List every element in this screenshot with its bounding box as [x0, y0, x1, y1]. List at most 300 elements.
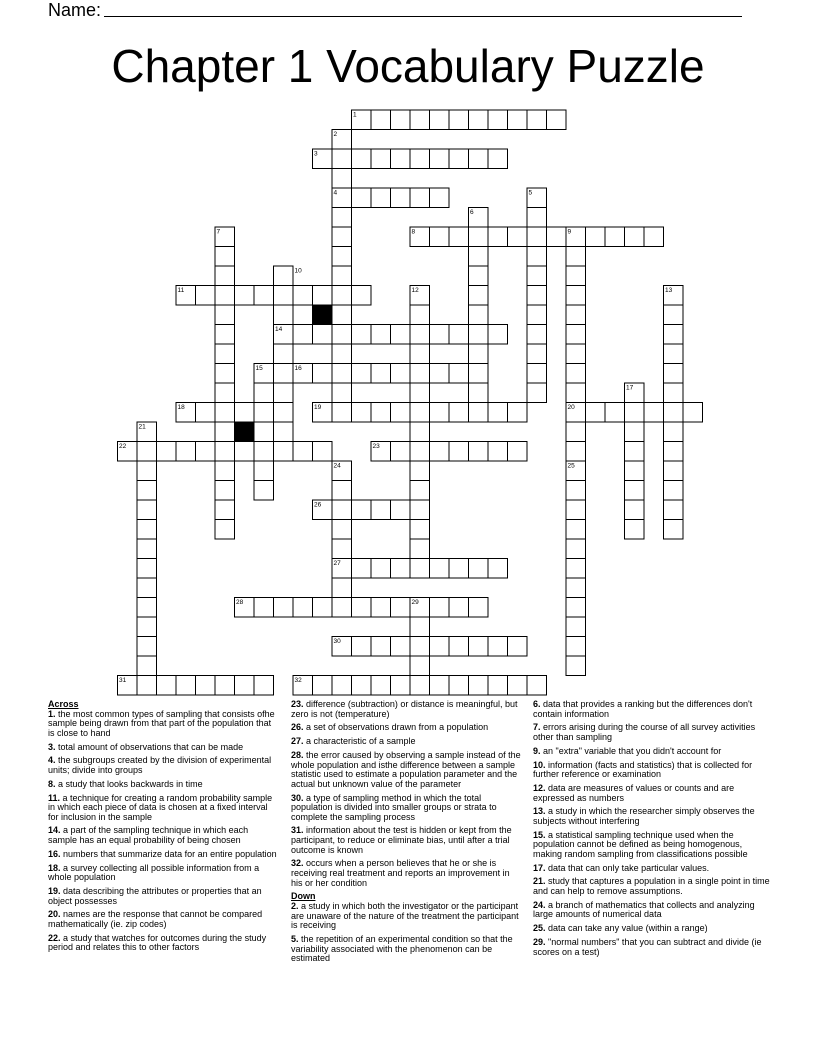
grid-cell[interactable] — [469, 364, 489, 384]
grid-cell[interactable] — [371, 676, 391, 696]
grid-cell[interactable] — [625, 403, 645, 423]
grid-cell[interactable] — [527, 247, 547, 267]
grid-cell[interactable] — [664, 461, 684, 481]
grid-cell[interactable] — [566, 598, 586, 618]
grid-cell[interactable] — [293, 442, 313, 462]
grid-cell[interactable] — [391, 598, 411, 618]
clue-number: 18. — [48, 862, 61, 873]
grid-cell[interactable] — [508, 403, 528, 423]
grid-cell[interactable] — [254, 676, 274, 696]
grid-cell[interactable] — [430, 403, 450, 423]
grid-cell[interactable] — [449, 403, 469, 423]
grid-cell[interactable] — [449, 442, 469, 462]
down-clue — [533, 864, 771, 874]
grid-cell[interactable] — [137, 637, 157, 657]
grid-cell[interactable] — [176, 676, 196, 696]
clue-number: 1. — [48, 708, 56, 719]
grid-cell[interactable] — [157, 442, 177, 462]
grid-cell[interactable] — [332, 208, 352, 228]
grid-cell[interactable] — [274, 364, 294, 384]
grid-cell[interactable] — [566, 656, 586, 676]
grid-cell[interactable] — [664, 481, 684, 501]
grid-cell[interactable] — [430, 188, 450, 208]
grid-cell[interactable] — [215, 422, 235, 442]
grid-number: 18 — [177, 404, 185, 411]
grid-cell[interactable] — [313, 364, 333, 384]
grid-cell[interactable] — [566, 364, 586, 384]
grid-cell[interactable] — [410, 520, 430, 540]
grid-cell[interactable] — [410, 481, 430, 501]
grid-cell[interactable] — [352, 149, 372, 169]
grid-cell[interactable] — [664, 422, 684, 442]
grid-cell[interactable] — [137, 481, 157, 501]
grid-cell[interactable] — [274, 344, 294, 364]
clue-text: the subgroups created by the division of experimental units; divide into groups — [48, 755, 272, 775]
grid-cell[interactable] — [527, 305, 547, 325]
grid-cell[interactable] — [488, 403, 508, 423]
grid-cell[interactable] — [332, 149, 352, 169]
grid-cell[interactable] — [293, 598, 313, 618]
grid-cell[interactable] — [274, 422, 294, 442]
grid-cell[interactable] — [391, 559, 411, 579]
grid-cell[interactable] — [137, 598, 157, 618]
grid-cell[interactable] — [215, 383, 235, 403]
grid-cell[interactable] — [664, 383, 684, 403]
grid-cell[interactable] — [410, 676, 430, 696]
grid-cell[interactable] — [410, 461, 430, 481]
clue-number: 23. — [291, 699, 304, 709]
grid-number: 30 — [333, 638, 341, 645]
grid-cell[interactable] — [527, 325, 547, 345]
grid-cell[interactable] — [586, 403, 606, 423]
grid-number: 12 — [411, 287, 419, 294]
grid-cell[interactable] — [196, 676, 216, 696]
grid-cell[interactable] — [352, 188, 372, 208]
grid-cell[interactable] — [157, 676, 177, 696]
grid-cell[interactable] — [488, 559, 508, 579]
grid-cell[interactable] — [254, 403, 274, 423]
grid-cell[interactable] — [293, 325, 313, 345]
clue-number: 20. — [48, 909, 61, 920]
grid-cell[interactable] — [274, 442, 294, 462]
grid-cell[interactable] — [371, 188, 391, 208]
grid-cell[interactable] — [430, 442, 450, 462]
grid-cell[interactable] — [566, 559, 586, 579]
grid-cell[interactable] — [566, 422, 586, 442]
grid-cell[interactable] — [469, 247, 489, 267]
grid-cell[interactable] — [215, 344, 235, 364]
grid-cell[interactable] — [527, 208, 547, 228]
clue-text: names are the response that cannot be compared mathematically (ie. zip codes) — [48, 909, 263, 929]
grid-cell[interactable] — [410, 383, 430, 403]
grid-cell[interactable] — [410, 637, 430, 657]
grid-cell[interactable] — [586, 227, 606, 247]
grid-cell[interactable] — [371, 559, 391, 579]
grid-cell[interactable] — [137, 656, 157, 676]
grid-cell[interactable] — [625, 520, 645, 540]
grid-cell[interactable] — [469, 344, 489, 364]
grid-cell[interactable] — [352, 286, 372, 306]
grid-cell[interactable] — [274, 305, 294, 325]
grid-cell[interactable] — [391, 442, 411, 462]
across-heading: Across — [48, 699, 79, 709]
grid-cell[interactable] — [527, 676, 547, 696]
grid-cell[interactable] — [410, 305, 430, 325]
grid-cell[interactable] — [254, 481, 274, 501]
grid-cell[interactable] — [235, 442, 255, 462]
grid-cell[interactable] — [449, 598, 469, 618]
grid-cell[interactable] — [313, 325, 333, 345]
grid-cell[interactable] — [137, 539, 157, 559]
grid-cell[interactable] — [352, 559, 372, 579]
grid-cell[interactable] — [391, 403, 411, 423]
grid-cell[interactable] — [469, 110, 489, 130]
grid-cell[interactable] — [410, 188, 430, 208]
grid-cell[interactable] — [332, 676, 352, 696]
clue-text: a characteristic of a sample — [303, 736, 416, 747]
grid-cell[interactable] — [274, 383, 294, 403]
grid-cell[interactable] — [469, 637, 489, 657]
grid-cell[interactable] — [215, 442, 235, 462]
grid-cell[interactable] — [469, 266, 489, 286]
grid-cell[interactable] — [527, 286, 547, 306]
grid-cell[interactable] — [137, 442, 157, 462]
clue-text: a type of sampling method in which the total population is divided into smaller groups or strata to complete the sampling process — [291, 792, 497, 822]
grid-cell[interactable] — [391, 364, 411, 384]
clue-text: the most common types of sampling that consists ofhe sample being drawn from that part of the population that is close to hand — [48, 708, 275, 738]
grid-cell[interactable] — [313, 286, 333, 306]
grid-cell[interactable] — [469, 559, 489, 579]
clue-number: 25. — [533, 923, 546, 934]
grid-cell[interactable] — [410, 539, 430, 559]
grid-cell[interactable] — [332, 305, 352, 325]
grid-cell[interactable] — [469, 305, 489, 325]
grid-cell[interactable] — [605, 403, 625, 423]
grid-cell[interactable] — [371, 598, 391, 618]
clue-number: 9. — [533, 745, 541, 756]
grid-cell[interactable] — [293, 286, 313, 306]
grid-cell[interactable] — [352, 598, 372, 618]
grid-cell[interactable] — [683, 403, 703, 423]
grid-cell[interactable] — [254, 598, 274, 618]
clue-number: 14. — [48, 825, 61, 836]
grid-cell[interactable] — [332, 598, 352, 618]
grid-cell[interactable] — [410, 149, 430, 169]
clue-number: 19. — [48, 886, 61, 896]
grid-cell[interactable] — [566, 578, 586, 598]
grid-cell[interactable] — [391, 637, 411, 657]
grid-cell[interactable] — [332, 286, 352, 306]
grid-cell[interactable] — [215, 266, 235, 286]
grid-cell[interactable] — [215, 461, 235, 481]
black-square — [313, 305, 333, 325]
grid-cell[interactable] — [352, 325, 372, 345]
grid-cell[interactable] — [449, 637, 469, 657]
grid-cell[interactable] — [430, 598, 450, 618]
grid-cell[interactable] — [566, 247, 586, 267]
grid-cell[interactable] — [137, 676, 157, 696]
grid-cell[interactable] — [332, 383, 352, 403]
grid-cell[interactable] — [449, 110, 469, 130]
grid-cell[interactable] — [508, 676, 528, 696]
across-clue — [48, 864, 278, 883]
grid-cell[interactable] — [664, 344, 684, 364]
clue-text: information about the test is hidden or kept from the participant, to reduce or eliminate bias, until after a trial outcome is known — [291, 825, 512, 855]
grid-cell[interactable] — [566, 305, 586, 325]
grid-cell[interactable] — [313, 442, 333, 462]
grid-cell[interactable] — [176, 442, 196, 462]
grid-cell[interactable] — [469, 442, 489, 462]
grid-cell[interactable] — [215, 676, 235, 696]
grid-cell[interactable] — [332, 403, 352, 423]
grid-cell[interactable] — [469, 149, 489, 169]
grid-cell[interactable] — [644, 403, 664, 423]
grid-cell[interactable] — [488, 227, 508, 247]
grid-cell[interactable] — [430, 325, 450, 345]
grid-cell[interactable] — [527, 227, 547, 247]
grid-cell[interactable] — [137, 559, 157, 579]
grid-cell[interactable] — [215, 325, 235, 345]
grid-cell[interactable] — [469, 227, 489, 247]
grid-cell[interactable] — [566, 637, 586, 657]
grid-cell[interactable] — [449, 227, 469, 247]
grid-cell[interactable] — [430, 676, 450, 696]
grid-cell[interactable] — [410, 325, 430, 345]
grid-cell[interactable] — [527, 110, 547, 130]
grid-cell[interactable] — [566, 286, 586, 306]
grid-cell[interactable] — [332, 266, 352, 286]
grid-cell[interactable] — [566, 481, 586, 501]
grid-number: 13 — [665, 287, 673, 294]
clue-number: 12. — [533, 782, 546, 793]
grid-cell[interactable] — [469, 286, 489, 306]
across-clue — [48, 826, 278, 845]
grid-cell[interactable] — [625, 442, 645, 462]
grid-cell[interactable] — [449, 149, 469, 169]
grid-cell[interactable] — [410, 422, 430, 442]
grid-cell[interactable] — [352, 364, 372, 384]
grid-cell[interactable] — [469, 403, 489, 423]
grid-cell[interactable] — [254, 422, 274, 442]
across-clue — [48, 780, 278, 790]
grid-cell[interactable] — [664, 364, 684, 384]
grid-cell[interactable] — [566, 500, 586, 520]
clue-number: 26. — [291, 722, 304, 733]
grid-cell[interactable] — [508, 637, 528, 657]
grid-cell[interactable] — [391, 676, 411, 696]
grid-cell[interactable] — [430, 364, 450, 384]
across-clue — [48, 743, 278, 753]
grid-cell[interactable] — [215, 481, 235, 501]
down-clue — [533, 747, 771, 757]
clue-text: study that captures a population in a single point in time and can help to remove assumptions. — [533, 876, 770, 896]
grid-cell[interactable] — [332, 364, 352, 384]
grid-cell[interactable] — [547, 110, 567, 130]
grid-cell[interactable] — [215, 247, 235, 267]
grid-cell[interactable] — [430, 637, 450, 657]
grid-cell[interactable] — [410, 403, 430, 423]
grid-cell[interactable] — [332, 344, 352, 364]
grid-cell[interactable] — [215, 364, 235, 384]
grid-cell[interactable] — [254, 442, 274, 462]
grid-cell[interactable] — [625, 500, 645, 520]
grid-cell[interactable] — [508, 110, 528, 130]
grid-cell[interactable] — [215, 403, 235, 423]
grid-cell[interactable] — [137, 500, 157, 520]
grid-cell[interactable] — [449, 559, 469, 579]
grid-cell[interactable] — [527, 344, 547, 364]
grid-cell[interactable] — [664, 305, 684, 325]
grid-cell[interactable] — [371, 500, 391, 520]
grid-cell[interactable] — [566, 520, 586, 540]
grid-cell[interactable] — [137, 461, 157, 481]
grid-cell[interactable] — [410, 344, 430, 364]
grid-cell[interactable] — [313, 598, 333, 618]
grid-cell[interactable] — [391, 500, 411, 520]
grid-cell[interactable] — [488, 676, 508, 696]
grid-cell[interactable] — [410, 110, 430, 130]
grid-cell[interactable] — [332, 325, 352, 345]
grid-cell[interactable] — [410, 617, 430, 637]
grid-cell[interactable] — [352, 637, 372, 657]
grid-cell[interactable] — [410, 364, 430, 384]
grid-cell[interactable] — [371, 325, 391, 345]
grid-cell[interactable] — [469, 676, 489, 696]
grid-cell[interactable] — [235, 286, 255, 306]
grid-cell[interactable] — [371, 110, 391, 130]
grid-cell[interactable] — [644, 227, 664, 247]
grid-cell[interactable] — [488, 637, 508, 657]
grid-cell[interactable] — [274, 598, 294, 618]
grid-cell[interactable] — [371, 637, 391, 657]
grid-cell[interactable] — [196, 403, 216, 423]
grid-number: 19 — [314, 404, 322, 411]
grid-cell[interactable] — [235, 403, 255, 423]
grid-cell[interactable] — [625, 422, 645, 442]
clue-text: "normal numbers" that you can subtract and divide (ie scores on a test) — [533, 936, 762, 957]
clue-text: a study in which the researcher simply observes the subjects without interfering — [533, 806, 755, 826]
grid-cell[interactable] — [313, 676, 333, 696]
grid-cell[interactable] — [527, 364, 547, 384]
grid-cell[interactable] — [371, 364, 391, 384]
grid-cell[interactable] — [274, 266, 294, 286]
grid-cell[interactable] — [196, 442, 216, 462]
grid-cell[interactable] — [254, 383, 274, 403]
grid-cell[interactable] — [625, 481, 645, 501]
grid-cell[interactable] — [410, 559, 430, 579]
grid-cell[interactable] — [566, 539, 586, 559]
grid-cell[interactable] — [391, 188, 411, 208]
grid-cell[interactable] — [508, 442, 528, 462]
grid-cell[interactable] — [566, 325, 586, 345]
grid-cell[interactable] — [332, 539, 352, 559]
grid-cell[interactable] — [547, 227, 567, 247]
grid-cell[interactable] — [527, 383, 547, 403]
grid-cell[interactable] — [625, 461, 645, 481]
grid-cell[interactable] — [488, 149, 508, 169]
grid-cell[interactable] — [391, 149, 411, 169]
grid-cell[interactable] — [332, 520, 352, 540]
grid-cell[interactable] — [215, 286, 235, 306]
grid-cell[interactable] — [664, 500, 684, 520]
grid-cell[interactable] — [410, 500, 430, 520]
grid-cell[interactable] — [215, 305, 235, 325]
grid-cell[interactable] — [488, 325, 508, 345]
grid-cell[interactable] — [254, 286, 274, 306]
grid-cell[interactable] — [352, 500, 372, 520]
grid-cell[interactable] — [274, 403, 294, 423]
clues-column-1 — [48, 700, 278, 957]
grid-cell[interactable] — [625, 227, 645, 247]
grid-cell[interactable] — [488, 110, 508, 130]
grid-cell[interactable] — [527, 266, 547, 286]
across-clue — [291, 723, 523, 733]
grid-cell[interactable] — [430, 110, 450, 130]
grid-cell[interactable] — [332, 247, 352, 267]
grid-cell[interactable] — [469, 325, 489, 345]
grid-cell[interactable] — [605, 227, 625, 247]
grid-cell[interactable] — [430, 559, 450, 579]
grid-cell[interactable] — [566, 266, 586, 286]
grid-cell[interactable] — [566, 617, 586, 637]
grid-cell[interactable] — [332, 481, 352, 501]
grid-cell[interactable] — [352, 676, 372, 696]
name-label: Name: — [48, 0, 102, 20]
grid-cell[interactable] — [469, 383, 489, 403]
grid-cell[interactable] — [391, 325, 411, 345]
grid-cell[interactable] — [449, 325, 469, 345]
down-clue — [533, 877, 771, 896]
grid-cell[interactable] — [371, 149, 391, 169]
grid-cell[interactable] — [469, 598, 489, 618]
grid-cell[interactable] — [137, 520, 157, 540]
grid-cell[interactable] — [215, 520, 235, 540]
grid-cell[interactable] — [664, 520, 684, 540]
clue-number: 15. — [533, 829, 546, 840]
grid-cell[interactable] — [664, 403, 684, 423]
clue-number: 2. — [291, 901, 299, 911]
grid-cell[interactable] — [371, 403, 391, 423]
grid-cell[interactable] — [410, 656, 430, 676]
grid-cell[interactable] — [566, 442, 586, 462]
grid-cell[interactable] — [566, 383, 586, 403]
grid-cell[interactable] — [254, 461, 274, 481]
grid-cell[interactable] — [664, 325, 684, 345]
grid-cell[interactable] — [508, 227, 528, 247]
grid-cell[interactable] — [664, 442, 684, 462]
grid-cell[interactable] — [449, 364, 469, 384]
grid-cell[interactable] — [332, 169, 352, 189]
grid-cell[interactable] — [137, 578, 157, 598]
grid-cell[interactable] — [449, 676, 469, 696]
grid-cell[interactable] — [332, 500, 352, 520]
grid-cell[interactable] — [332, 227, 352, 247]
grid-cell[interactable] — [196, 286, 216, 306]
grid-cell[interactable] — [274, 286, 294, 306]
grid-cell[interactable] — [488, 442, 508, 462]
grid-cell[interactable] — [352, 403, 372, 423]
grid-cell[interactable] — [410, 442, 430, 462]
grid-cell[interactable] — [430, 227, 450, 247]
grid-cell[interactable] — [566, 344, 586, 364]
grid-cell[interactable] — [215, 500, 235, 520]
grid-cell[interactable] — [137, 617, 157, 637]
grid-cell[interactable] — [430, 149, 450, 169]
grid-cell[interactable] — [235, 676, 255, 696]
grid-cell[interactable] — [332, 578, 352, 598]
grid-number: 23 — [372, 443, 380, 450]
grid-cell[interactable] — [391, 110, 411, 130]
